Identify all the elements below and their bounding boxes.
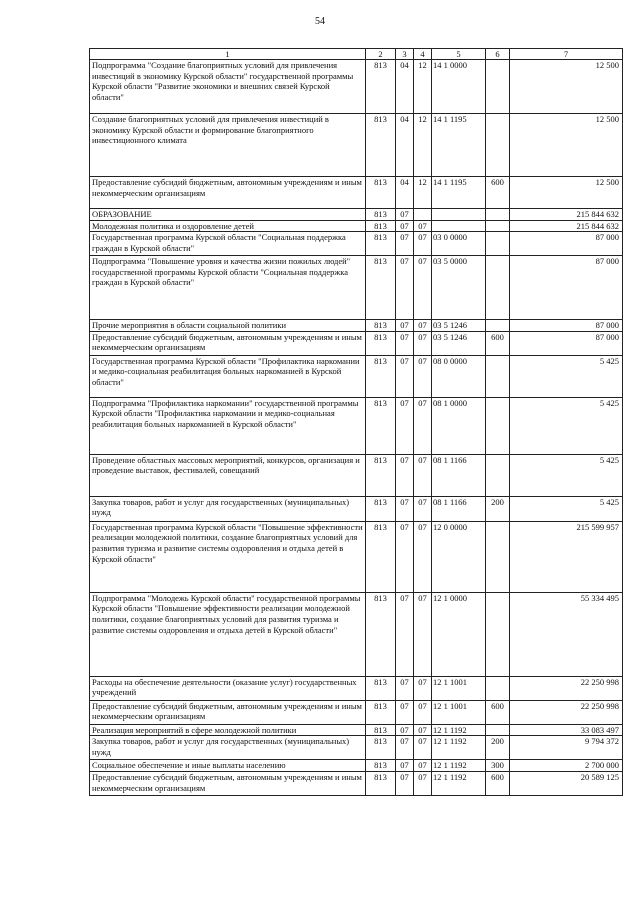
row-amount: 33 083 497 [510, 724, 623, 736]
table-row [90, 771, 623, 795]
row-name: Социальное обеспечение и иные выплаты населению [90, 760, 366, 772]
row-grbs-code: 813 [366, 256, 396, 320]
row-grbs-code: 813 [366, 700, 396, 724]
row-name: ОБРАЗОВАНИЕ [90, 209, 366, 221]
row-expense-type-code [486, 355, 510, 397]
row-section-code: 07 [396, 676, 414, 700]
row-grbs-code: 813 [366, 760, 396, 772]
row-section-code: 07 [396, 454, 414, 496]
table-row [90, 454, 623, 496]
row-target-code: 03 0 0000 [432, 232, 486, 256]
row-amount: 22 250 998 [510, 676, 623, 700]
row-target-code: 08 1 1166 [432, 454, 486, 496]
row-expense-type-code [486, 320, 510, 332]
row-name: Прочие мероприятия в области социальной политики [90, 320, 366, 332]
row-amount: 20 589 125 [510, 771, 623, 795]
row-name: Подпрограмма "Молодежь Курской области" государственной программы Курской области "Повышение эффективности реализации молодежной политики, создание благоприятных условий для развития туризма и развитие системы оздоровления и отдыха детей в Курской области" [90, 592, 366, 676]
row-target-code: 14 1 1195 [432, 177, 486, 209]
row-section-code: 07 [396, 736, 414, 760]
table-row [90, 320, 623, 332]
row-section-code: 07 [396, 397, 414, 454]
row-section-code: 07 [396, 496, 414, 521]
row-target-code [432, 220, 486, 232]
row-amount: 5 425 [510, 454, 623, 496]
row-subsection-code: 07 [414, 355, 432, 397]
row-grbs-code: 813 [366, 592, 396, 676]
row-name: Подпрограмма "Профилактика наркомании" государственной программы Курской области "Профилактика наркомании и медико-социальная реабилитация больных наркоманией в Курской области" [90, 397, 366, 454]
row-amount: 215 844 632 [510, 209, 623, 221]
table-row [90, 724, 623, 736]
row-amount: 12 500 [510, 177, 623, 209]
table-row [90, 736, 623, 760]
row-amount: 12 500 [510, 60, 623, 114]
row-name: Предоставление субсидий бюджетным, автономным учреждениям и иным некоммерческим организациям [90, 771, 366, 795]
row-expense-type-code [486, 676, 510, 700]
column-header-row [90, 49, 623, 60]
row-grbs-code: 813 [366, 220, 396, 232]
row-name: Государственная программа Курской области "Профилактика наркомании и медико-социальная реабилитация больных наркоманией в Курской области" [90, 355, 366, 397]
row-target-code [432, 209, 486, 221]
row-amount: 5 425 [510, 355, 623, 397]
table-row [90, 592, 623, 676]
row-amount: 9 794 372 [510, 736, 623, 760]
row-target-code: 03 5 1246 [432, 320, 486, 332]
row-grbs-code: 813 [366, 736, 396, 760]
row-grbs-code: 813 [366, 771, 396, 795]
row-expense-type-code [486, 454, 510, 496]
row-expense-type-code [486, 397, 510, 454]
row-section-code: 07 [396, 521, 414, 592]
row-amount: 215 844 632 [510, 220, 623, 232]
column-header: 2 [366, 49, 396, 60]
row-subsection-code [414, 209, 432, 221]
table-row [90, 256, 623, 320]
row-target-code: 12 1 1192 [432, 760, 486, 772]
row-subsection-code: 07 [414, 736, 432, 760]
row-amount: 87 000 [510, 320, 623, 332]
row-expense-type-code [486, 60, 510, 114]
row-name: Подпрограмма "Создание благоприятных условий для привлечения инвестиций в экономику Курской области" государственной программы Курской области "Развитие экономики и внешних связей Курской области" [90, 60, 366, 114]
table-row [90, 700, 623, 724]
row-section-code: 07 [396, 220, 414, 232]
row-section-code: 07 [396, 700, 414, 724]
row-name: Закупка товаров, работ и услуг для государственных (муниципальных) нужд [90, 496, 366, 521]
row-grbs-code: 813 [366, 454, 396, 496]
table-row [90, 209, 623, 221]
row-expense-type-code [486, 256, 510, 320]
row-subsection-code: 07 [414, 220, 432, 232]
table-row [90, 114, 623, 177]
table-row [90, 521, 623, 592]
row-grbs-code: 813 [366, 676, 396, 700]
row-amount: 2 700 000 [510, 760, 623, 772]
row-target-code: 08 0 0000 [432, 355, 486, 397]
row-subsection-code: 07 [414, 496, 432, 521]
row-name: Предоставление субсидий бюджетным, автономным учреждениям и иным некоммерческим организациям [90, 700, 366, 724]
budget-table [89, 48, 623, 796]
column-header: 6 [486, 49, 510, 60]
row-grbs-code: 813 [366, 397, 396, 454]
row-section-code: 07 [396, 232, 414, 256]
row-name: Государственная программа Курской области "Социальная поддержка граждан в Курской области" [90, 232, 366, 256]
row-name: Реализация мероприятий в сфере молодежной политики [90, 724, 366, 736]
row-amount: 87 000 [510, 331, 623, 355]
column-header: 4 [414, 49, 432, 60]
row-section-code: 07 [396, 724, 414, 736]
row-section-code: 04 [396, 177, 414, 209]
row-grbs-code: 813 [366, 60, 396, 114]
row-name: Молодежная политика и оздоровление детей [90, 220, 366, 232]
row-grbs-code: 813 [366, 209, 396, 221]
row-subsection-code: 07 [414, 320, 432, 332]
row-section-code: 04 [396, 114, 414, 177]
row-section-code: 04 [396, 60, 414, 114]
row-section-code: 07 [396, 760, 414, 772]
row-target-code: 03 5 0000 [432, 256, 486, 320]
table-row [90, 331, 623, 355]
row-expense-type-code [486, 232, 510, 256]
row-expense-type-code [486, 521, 510, 592]
row-subsection-code: 07 [414, 256, 432, 320]
row-name: Государственная программа Курской области "Повышение эффективности реализации молодежной политики, создание благоприятных условий для развития туризма и развитие системы оздоровления и отдыха детей в Курской области" [90, 521, 366, 592]
row-grbs-code: 813 [366, 724, 396, 736]
row-name: Предоставление субсидий бюджетным, автономным учреждениям и иным некоммерческим организациям [90, 331, 366, 355]
table-row [90, 355, 623, 397]
table-row [90, 760, 623, 772]
row-section-code: 07 [396, 209, 414, 221]
row-subsection-code: 07 [414, 771, 432, 795]
row-grbs-code: 813 [366, 232, 396, 256]
row-amount: 87 000 [510, 232, 623, 256]
row-amount: 5 425 [510, 397, 623, 454]
row-expense-type-code: 200 [486, 496, 510, 521]
row-subsection-code: 12 [414, 114, 432, 177]
row-expense-type-code: 600 [486, 177, 510, 209]
row-target-code: 12 1 1192 [432, 771, 486, 795]
row-target-code: 12 1 1001 [432, 676, 486, 700]
row-grbs-code: 813 [366, 496, 396, 521]
row-subsection-code: 12 [414, 177, 432, 209]
row-name: Проведение областных массовых мероприятий, конкурсов, организация и проведение выставок, фестивалей, совещаний [90, 454, 366, 496]
row-name: Предоставление субсидий бюджетным, автономным учреждениям и иным некоммерческим организациям [90, 177, 366, 209]
page-number: 54 [315, 16, 325, 27]
row-target-code: 12 0 0000 [432, 521, 486, 592]
row-target-code: 03 5 1246 [432, 331, 486, 355]
row-grbs-code: 813 [366, 331, 396, 355]
table-row [90, 60, 623, 114]
row-amount: 87 000 [510, 256, 623, 320]
row-subsection-code: 12 [414, 60, 432, 114]
row-section-code: 07 [396, 592, 414, 676]
row-target-code: 08 1 0000 [432, 397, 486, 454]
table-row [90, 220, 623, 232]
column-header: 7 [510, 49, 623, 60]
row-name: Расходы на обеспечение деятельности (оказание услуг) государственных учреждений [90, 676, 366, 700]
row-section-code: 07 [396, 256, 414, 320]
table-row [90, 397, 623, 454]
row-amount: 12 500 [510, 114, 623, 177]
row-amount: 22 250 998 [510, 700, 623, 724]
row-expense-type-code [486, 724, 510, 736]
table-row [90, 496, 623, 521]
table-row [90, 676, 623, 700]
row-section-code: 07 [396, 355, 414, 397]
row-target-code: 12 1 0000 [432, 592, 486, 676]
row-subsection-code: 07 [414, 454, 432, 496]
column-header: 3 [396, 49, 414, 60]
row-expense-type-code [486, 220, 510, 232]
row-target-code: 14 1 0000 [432, 60, 486, 114]
row-target-code: 12 1 1001 [432, 700, 486, 724]
row-subsection-code: 07 [414, 760, 432, 772]
column-header: 5 [432, 49, 486, 60]
row-name: Закупка товаров, работ и услуг для государственных (муниципальных) нужд [90, 736, 366, 760]
row-amount: 5 425 [510, 496, 623, 521]
row-subsection-code: 07 [414, 700, 432, 724]
row-grbs-code: 813 [366, 355, 396, 397]
row-grbs-code: 813 [366, 320, 396, 332]
row-name: Создание благоприятных условий для привлечения инвестиций в экономику Курской области и формирование благоприятного инвестиционного климата [90, 114, 366, 177]
row-section-code: 07 [396, 331, 414, 355]
row-amount: 215 599 957 [510, 521, 623, 592]
row-subsection-code: 07 [414, 521, 432, 592]
table-row [90, 232, 623, 256]
row-target-code: 14 1 1195 [432, 114, 486, 177]
row-expense-type-code: 200 [486, 736, 510, 760]
row-grbs-code: 813 [366, 177, 396, 209]
row-expense-type-code: 600 [486, 700, 510, 724]
row-expense-type-code [486, 592, 510, 676]
row-expense-type-code: 600 [486, 771, 510, 795]
row-expense-type-code: 300 [486, 760, 510, 772]
row-expense-type-code: 600 [486, 331, 510, 355]
row-expense-type-code [486, 209, 510, 221]
row-subsection-code: 07 [414, 724, 432, 736]
row-target-code: 12 1 1192 [432, 724, 486, 736]
row-amount: 55 334 495 [510, 592, 623, 676]
row-subsection-code: 07 [414, 232, 432, 256]
row-target-code: 12 1 1192 [432, 736, 486, 760]
row-grbs-code: 813 [366, 521, 396, 592]
table-row [90, 177, 623, 209]
row-subsection-code: 07 [414, 676, 432, 700]
row-section-code: 07 [396, 320, 414, 332]
row-subsection-code: 07 [414, 331, 432, 355]
column-header: 1 [90, 49, 366, 60]
row-grbs-code: 813 [366, 114, 396, 177]
row-target-code: 08 1 1166 [432, 496, 486, 521]
row-expense-type-code [486, 114, 510, 177]
row-name: Подпрограмма "Повышение уровня и качества жизни пожилых людей" государственной программы Курской области "Социальная поддержка граждан в Курской области" [90, 256, 366, 320]
row-subsection-code: 07 [414, 397, 432, 454]
row-subsection-code: 07 [414, 592, 432, 676]
row-section-code: 07 [396, 771, 414, 795]
